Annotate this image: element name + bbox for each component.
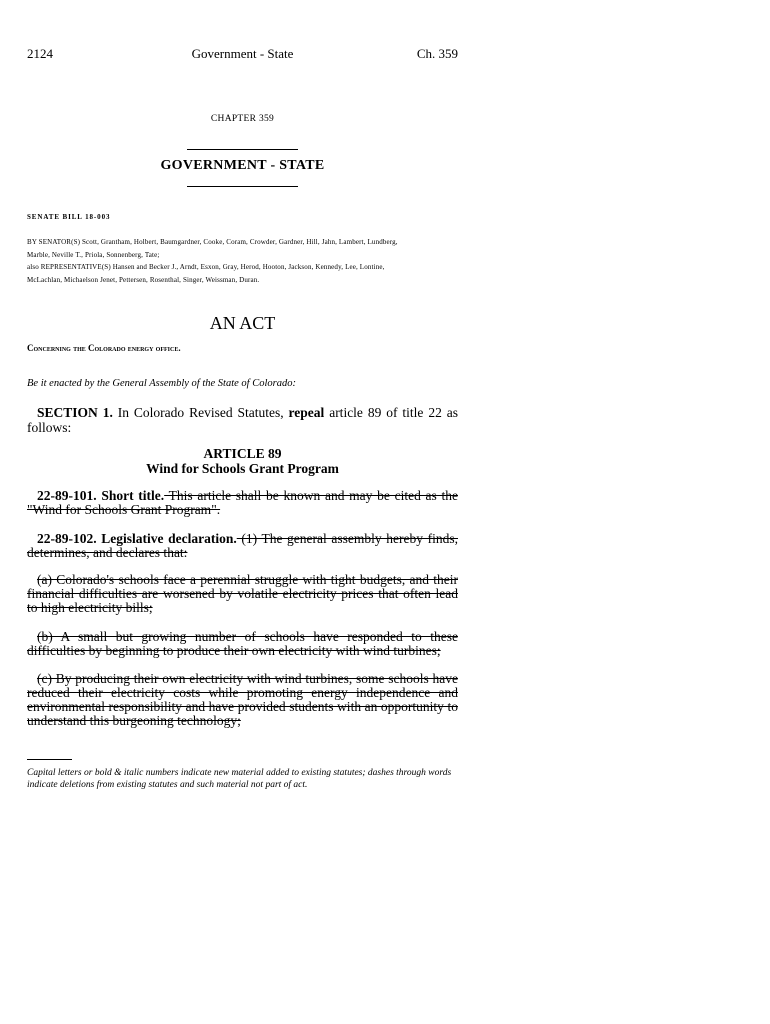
paragraph-label: 22-89-101. Short title. [37, 488, 165, 503]
paragraph-a [27, 573, 458, 615]
running-title: Government - State [191, 46, 294, 61]
title-rule-top [187, 149, 298, 150]
page-number: 2124 [27, 46, 53, 61]
sponsor-line: BY SENATOR(S) Scott, Grantham, Holbert, Baumgardner, Cooke, Coram, Crowder, Gardner, Hill, Jahn, Lambert, Lundberg, [27, 238, 398, 246]
chapter-reference: Ch. 359 [416, 46, 458, 61]
chapter-title: GOVERNMENT - STATE [160, 158, 325, 173]
paragraph-label: 22-89-102. Legislative declaration. [37, 531, 237, 546]
deleted-text: (c) By producing their own electricity with wind turbines, some schools have reduced their electricity costs while promoting energy independence and environmental responsibility and have provided students with an opportunity to understand this burgeoning technology; [27, 671, 458, 728]
bill-id: SENATE BILL 18-003 [27, 213, 111, 221]
deleted-text: (a) Colorado's schools face a perennial struggle with tight budgets, and their financial difficulties are worsened by volatile electricity prices that often lead to high electricity bills; [27, 572, 458, 615]
sponsor-list [27, 236, 458, 286]
section-heading: SECTION 1. [37, 405, 113, 420]
paragraph-b [27, 630, 458, 658]
article-name: Wind for Schools Grant Program [146, 461, 339, 476]
deleted-text: (b) A small but growing number of schools have responded to these difficulties by beginning to produce their own electricity with wind turbines; [27, 629, 458, 658]
article-heading [27, 446, 458, 476]
chapter-label: CHAPTER 359 [210, 114, 275, 124]
paragraph-legislative-declaration [27, 532, 458, 560]
deleted-text: This article shall be known and may be cited as the "Wind for Schools Grant Program". [27, 488, 458, 517]
enacting-clause: Be it enacted by the General Assembly of the State of Colorado: [27, 378, 296, 389]
sponsor-line: also REPRESENTATIVE(S) Hansen and Becker J., Arndt, Esxon, Gray, Herod, Hooton, Jackson, Kennedy, Lee, Lontine, [27, 263, 385, 271]
sponsor-line: Marble, Neville T., Priola, Sonnenberg, Tate; [27, 250, 160, 259]
act-title: AN ACT [209, 313, 276, 333]
section-1 [27, 405, 458, 435]
section-text-after: article 89 of title 22 as follows: [27, 405, 458, 435]
sponsor-line: McLachlan, Michaelson Jenet, Pettersen, Rosenthal, Singer, Weissman, Duran. [27, 275, 260, 284]
paragraph-c [27, 672, 458, 728]
deleted-text: (1) The general assembly hereby finds, determines, and declares that: [27, 531, 458, 560]
footnote-rule [27, 759, 72, 760]
article-number: ARTICLE 89 [203, 446, 282, 461]
page-header [27, 46, 458, 62]
repeal-keyword: repeal [288, 405, 325, 420]
paragraph-short-title [27, 489, 458, 517]
title-rule-bottom [187, 186, 298, 187]
section-text-before: In Colorado Revised Statutes, [112, 405, 289, 420]
footnote: Capital letters or bold & italic numbers indicate new material added to existing statutes; dashes through words indicate deletions from existing statutes and such material not part of act. [27, 768, 452, 790]
concerning-clause: Concerning the Colorado energy office. [27, 343, 181, 353]
